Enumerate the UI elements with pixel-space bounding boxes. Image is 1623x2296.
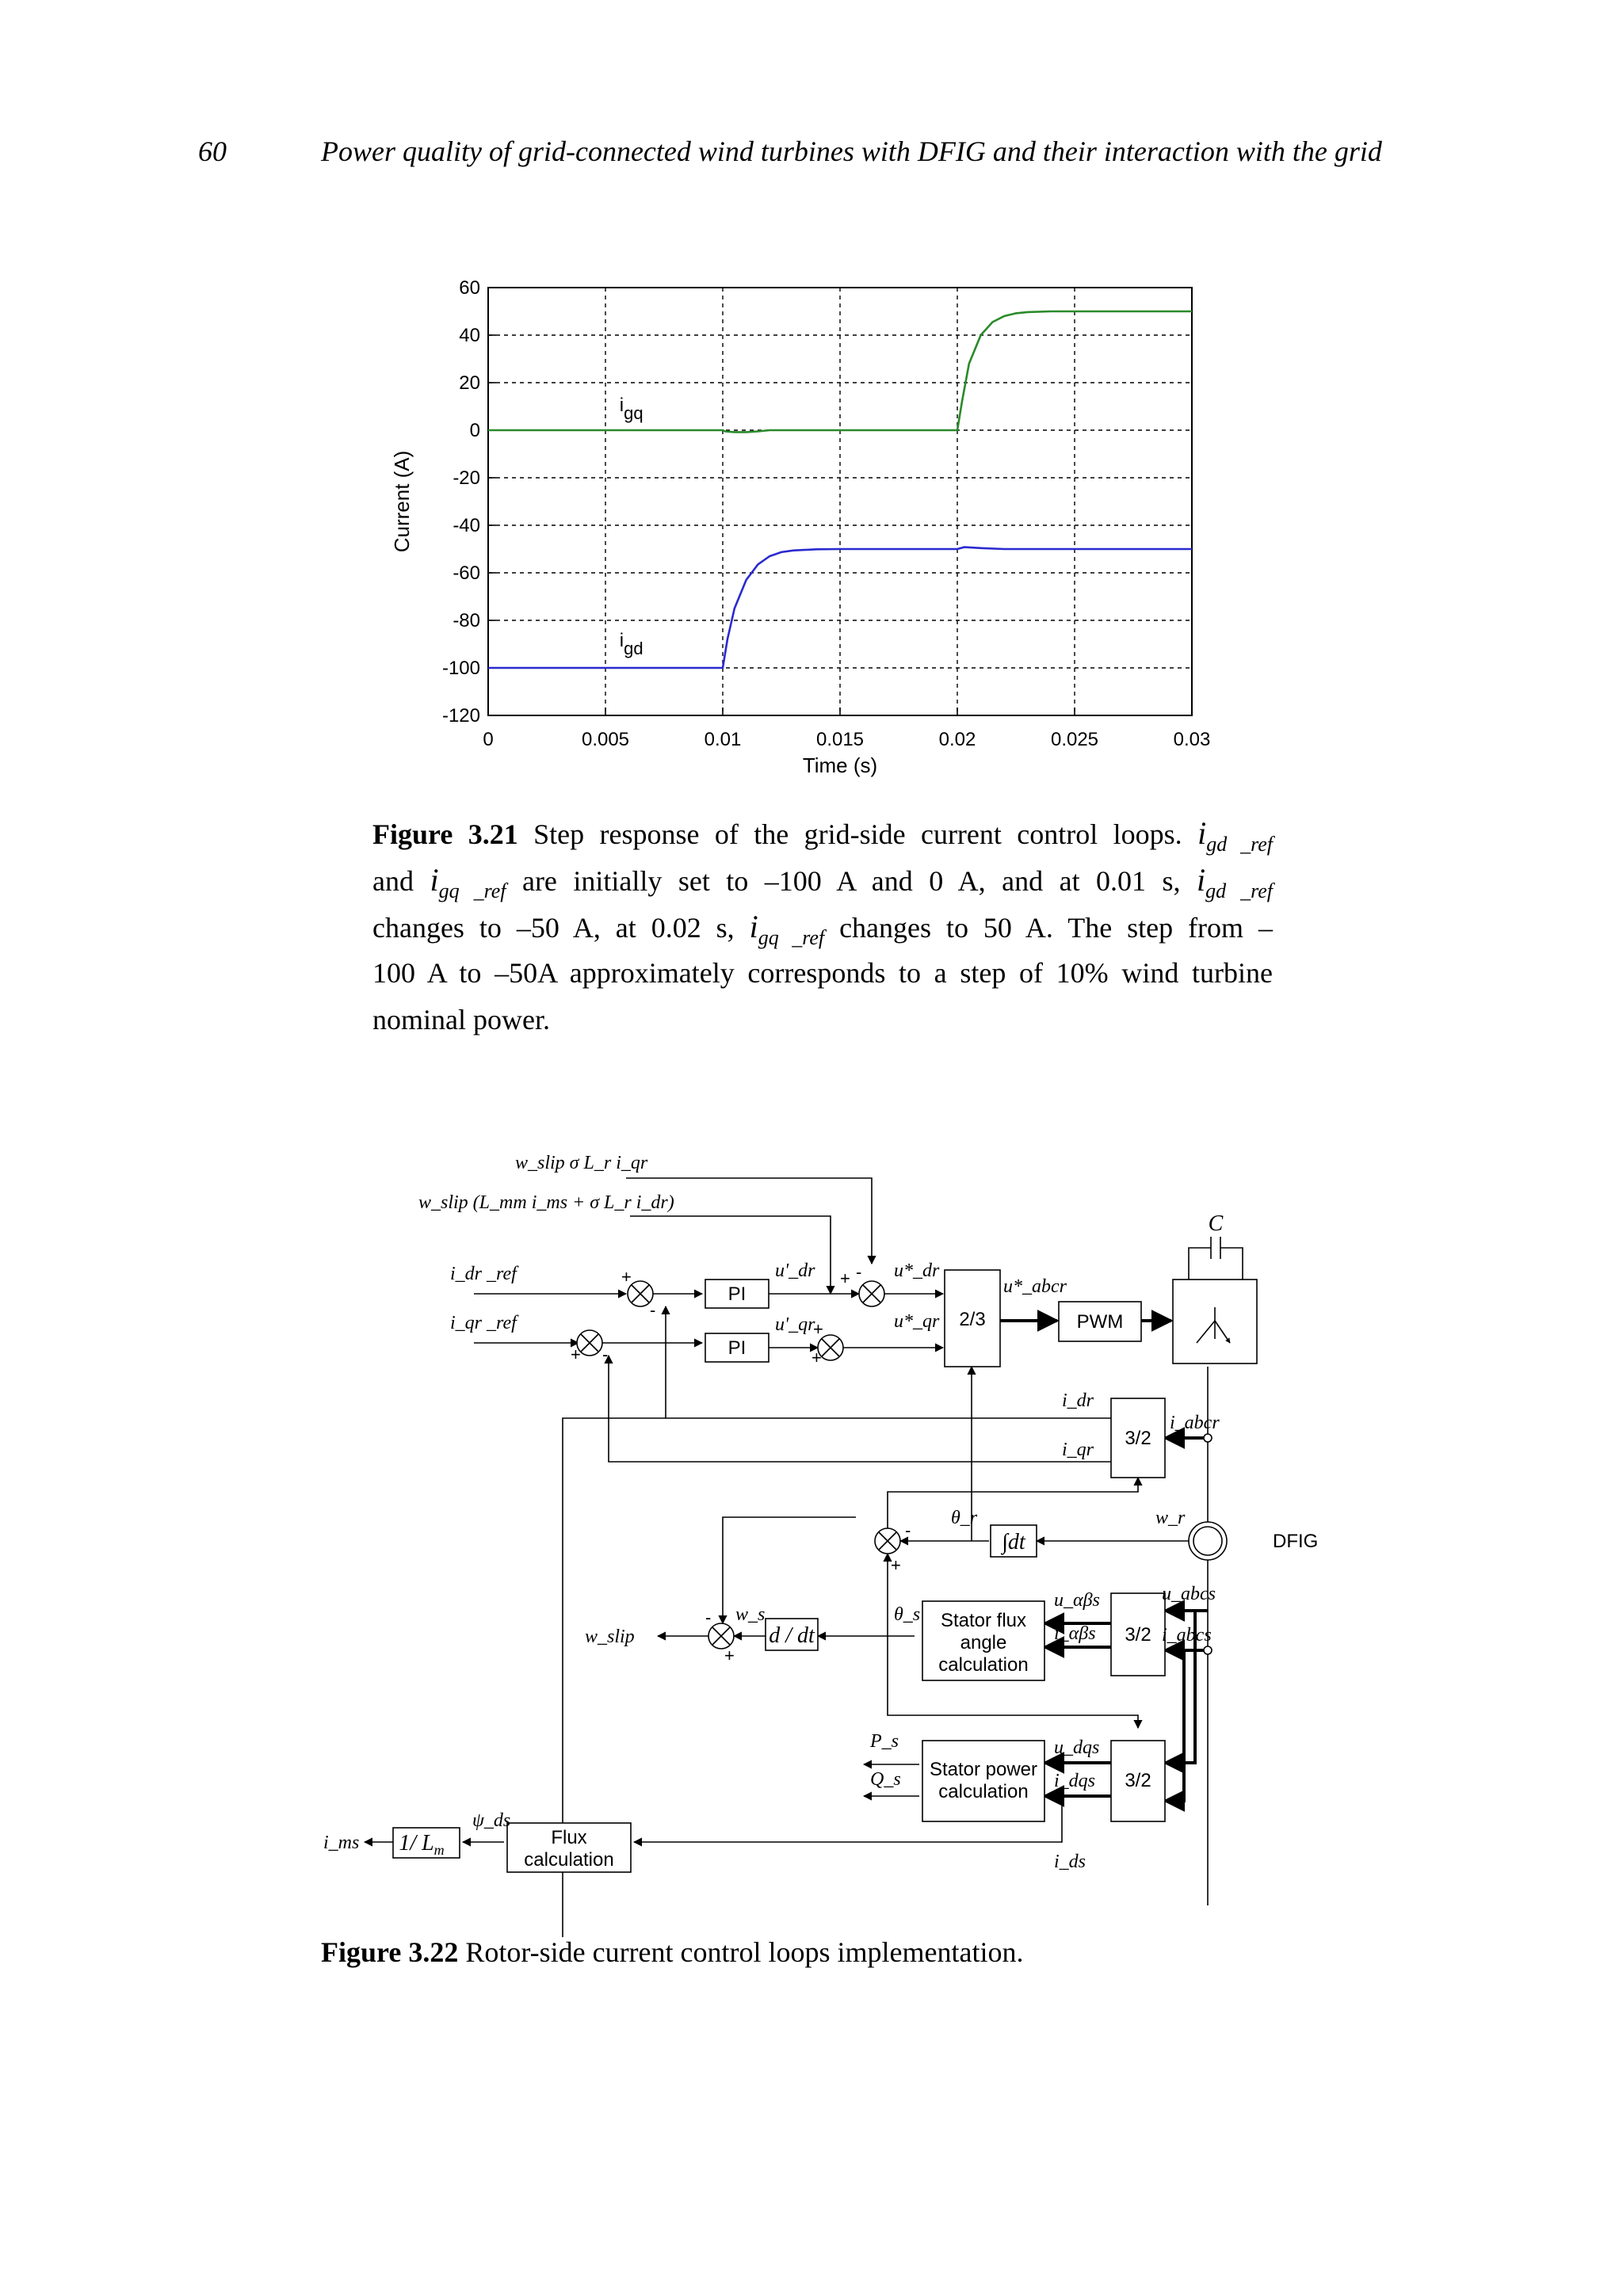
y-tick-label: 0 [469, 420, 480, 441]
caption-line-5: nominal power. [372, 1004, 550, 1035]
u-abcr-label: u*_abcr [1003, 1276, 1067, 1297]
summer-ud [859, 1281, 884, 1306]
dfig-machine [1189, 1522, 1227, 1560]
y-tick-label: -20 [453, 467, 480, 489]
var-igq-ref: $i_{gq \_ref}$ [430, 862, 506, 902]
caption-line-3: changes to –50 A, at 0.02 s, $i_{gq \_ref}$ changes to 50 A. The step from – [372, 909, 1273, 949]
var-igd-ref: $i_{gd \_ref}$ [1197, 815, 1273, 856]
y-tick-label: -40 [453, 515, 480, 536]
running-title: Power quality of grid-connected wind turbines with DFIG and their interaction with the grid [321, 135, 1382, 167]
caption-line-2: and $i_{gq \_ref}$ are initially set to –100 A and 0 A, and at 0.01 s, $i_{gd \_ref}$ [372, 862, 1274, 902]
svg-text:-: - [856, 1262, 862, 1282]
inv-lm-label: 1/ $L_m$ [399, 1831, 445, 1858]
svg-text:-: - [602, 1344, 609, 1364]
u-abcs-label: u_abcs [1162, 1584, 1216, 1604]
p-s-label: P_s [870, 1731, 899, 1752]
var-igq-ref: $i_{gq \_ref}$ [749, 909, 825, 949]
stator-flux-label-2: angle [960, 1632, 1007, 1653]
svg-text:+: + [621, 1267, 632, 1287]
step-response-chart [380, 261, 1236, 800]
x-tick-label: 0.03 [1173, 729, 1211, 750]
figure-label: Figure 3.22 [321, 1936, 459, 1968]
i-dr-label: i_dr [1062, 1390, 1094, 1411]
u-dr-prime-label: u'_dr [775, 1261, 815, 1281]
u-dqs-label: u_dqs [1054, 1737, 1100, 1758]
q-s-label: Q_s [870, 1769, 901, 1790]
svg-text:+: + [571, 1344, 581, 1364]
page-number: 60 [198, 135, 227, 167]
y-tick-label: -60 [453, 563, 480, 584]
dq-abc-label: 2/3 [959, 1309, 986, 1330]
annotation-label: igq [619, 395, 643, 423]
page-header [0, 135, 1623, 174]
x-tick-label: 0.005 [581, 729, 630, 750]
i-qr-label: i_qr [1062, 1440, 1094, 1460]
integrator-label: ∫dt [1002, 1530, 1025, 1554]
svg-text:+: + [812, 1348, 822, 1367]
caption-line-1: Figure 3.21 Step response of the grid-side current control loops. $i_{gd \_ref}$ [372, 815, 1273, 856]
x-tick-label: 0.025 [1050, 729, 1099, 750]
iqr-ref-label: i_qr _ref [450, 1313, 517, 1333]
y-tick-label: -120 [441, 705, 480, 727]
figure-label: Figure 3.21 [372, 818, 518, 850]
summer-theta [875, 1528, 900, 1554]
u-ab-label: u_αβs [1054, 1590, 1100, 1611]
ff-q-label: w_slip σ L_r i_qr [515, 1153, 648, 1173]
svg-text:+: + [840, 1268, 850, 1288]
y-tick-label: 40 [459, 325, 480, 346]
capacitor-label: C [1208, 1211, 1224, 1236]
ff-d-label: w_slip (L_mm i_ms + σ L_r i_dr) [418, 1192, 674, 1213]
y-tick-label: -100 [441, 658, 480, 679]
svg-text:+: + [724, 1646, 735, 1665]
abc-dq-stator-label: 3/2 [1125, 1624, 1151, 1646]
w-s-label: w_s [735, 1604, 766, 1625]
stator-power-label-2: calculation [938, 1781, 1029, 1802]
y-tick-label: 20 [459, 372, 480, 394]
pwm-label: PWM [1076, 1311, 1124, 1333]
flux-calc-label-2: calculation [524, 1849, 614, 1871]
figure-3-22-caption-text: Rotor-side current control loops implementation. [465, 1936, 1024, 1968]
x-tick-label: 0.015 [815, 729, 865, 750]
flux-calc-label-1: Flux [551, 1827, 587, 1848]
x-tick-label: 0 [483, 729, 494, 750]
x-axis-label: Time (s) [802, 753, 878, 777]
dfig-label: DFIG [1273, 1531, 1319, 1552]
i-abcr-label: i_abcr [1170, 1413, 1220, 1433]
y-tick-label: -80 [453, 610, 480, 631]
var-igd-ref: $i_{gd \_ref}$ [1197, 862, 1274, 902]
y-axis-label: Current (A) [390, 450, 414, 553]
svg-text:-: - [905, 1520, 911, 1540]
abc-dq-power-label: 3/2 [1125, 1770, 1151, 1791]
rotor-side-control-diagram [317, 1145, 1319, 1905]
abc-dq-rotor-label: 3/2 [1125, 1428, 1151, 1449]
stator-flux-label-3: calculation [938, 1654, 1029, 1676]
stator-flux-label-1: Stator flux [940, 1610, 1027, 1631]
pi-q-label: PI [727, 1337, 747, 1359]
x-tick-label: 0.01 [704, 729, 742, 750]
i-dqs-label: i_dqs [1054, 1771, 1096, 1791]
svg-text:+: + [891, 1555, 901, 1575]
pi-d-label: PI [727, 1283, 747, 1305]
w-slip-label: w_slip [585, 1627, 635, 1647]
i-ds-label: i_ds [1054, 1852, 1086, 1872]
svg-text:-: - [705, 1608, 712, 1627]
w-r-label: w_r [1155, 1508, 1186, 1528]
svg-text:+: + [813, 1319, 823, 1339]
svg-text:-: - [650, 1300, 656, 1320]
i-ab-label: i_αβs [1054, 1623, 1096, 1644]
caption-line-4: 100 A to –50A approximately corresponds to a step of 10% wind turbine [372, 957, 1273, 989]
u-qr-prime-label: u'_qr [775, 1314, 815, 1335]
figure-3-21-caption [372, 810, 1273, 1043]
u-qr-star-label: u*_qr [894, 1311, 940, 1332]
x-tick-label: 0.02 [938, 729, 976, 750]
u-dr-star-label: u*_dr [894, 1261, 940, 1281]
annotation-label: igd [619, 630, 643, 658]
ddt-label: d / dt [769, 1623, 815, 1648]
stator-power-label-1: Stator power [929, 1759, 1038, 1780]
theta-s-label: θ_s [894, 1604, 921, 1625]
figure-3-22-caption [321, 1929, 1023, 1976]
i-abcs-label: i_abcs [1162, 1625, 1212, 1646]
y-tick-label: 60 [459, 277, 480, 299]
psi-ds-label: ψ_ds [472, 1810, 511, 1831]
theta-r-label: θ_r [951, 1508, 978, 1528]
i-ms-label: i_ms [323, 1833, 360, 1853]
idr-ref-label: i_dr _ref [450, 1264, 517, 1284]
